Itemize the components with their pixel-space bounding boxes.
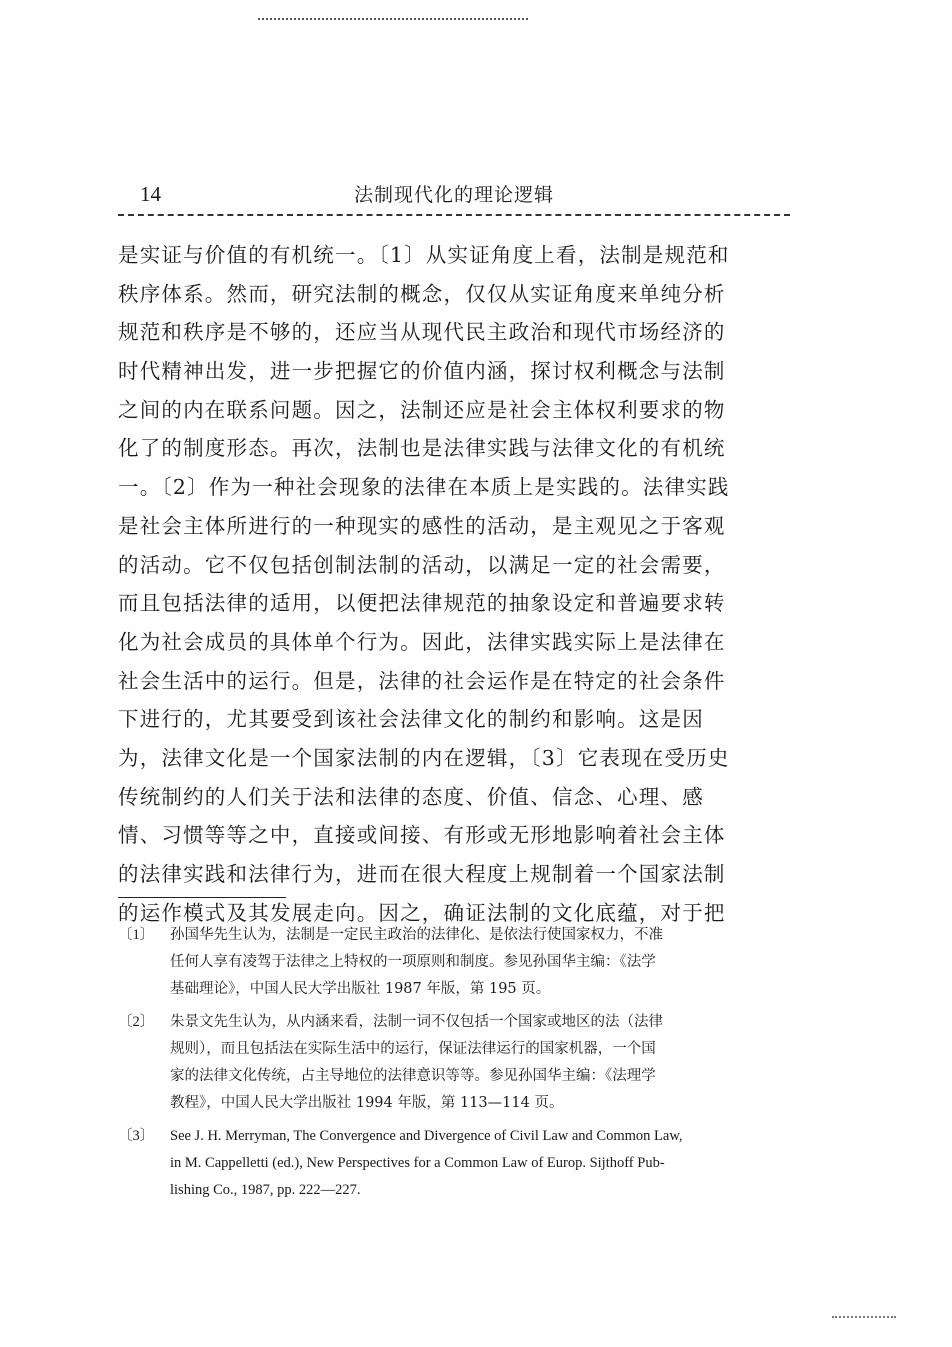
body-line: 的运作模式及其发展走向。因之，确证法制的文化底蕴，对于把 bbox=[118, 900, 726, 925]
page-header bbox=[118, 178, 790, 208]
header-rule bbox=[118, 214, 790, 216]
footnote-line: 任何人享有凌驾于法律之上特权的一项原则和制度。参见孙国华主编：《法学 bbox=[170, 954, 656, 970]
body-line: 化为社会成员的具体单个行为。因此，法律实践实际上是法律在 bbox=[118, 629, 726, 654]
footnote-mark: 〔3〕 bbox=[118, 1128, 155, 1144]
body-line: 是实证与价值的有机统一。〔1〕从实证角度上看，法制是规范和 bbox=[118, 243, 730, 267]
scan-artifact-top bbox=[258, 18, 528, 22]
footnote-line: lishing Co., 1987, pp. 222—227. bbox=[170, 1182, 361, 1198]
running-title: 法制现代化的理论逻辑 bbox=[353, 184, 554, 206]
footnote-line: 教程》，中国人民大学出版社 1994 年版，第 113—114 页。 bbox=[170, 1095, 564, 1111]
body-line: 为，法律文化是一个国家法制的内在逻辑，〔3〕它表现在受历史 bbox=[118, 745, 730, 770]
footnote-2 bbox=[118, 1009, 790, 1117]
footnote-line: 规则），而且包括法在实际生活中的运行，保证法律运行的国家机器，一个国 bbox=[170, 1041, 656, 1057]
footnote-line: 家的法律文化传统，占主导地位的法律意识等等。参见孙国华主编：《法理学 bbox=[170, 1068, 656, 1084]
body-text bbox=[118, 236, 790, 932]
body-line: 社会生活中的运行。但是，法律的社会运作是在特定的社会条件 bbox=[118, 668, 726, 693]
body-line: 秩序体系。然而，研究法制的概念，仅仅从实证角度来单纯分析 bbox=[118, 281, 726, 306]
footnote-line: in M. Cappelletti (ed.), New Perspectives for a Common Law of Europ. Sijthoff Pub- bbox=[170, 1155, 665, 1171]
body-line: 之间的内在联系问题。因之，法制还应是社会主体权利要求的物 bbox=[118, 397, 726, 422]
body-line: 规范和秩序是不够的，还应当从现代民主政治和现代市场经济的 bbox=[118, 320, 726, 345]
footnote-rule bbox=[118, 897, 286, 898]
body-line: 情、习惯等等之中，直接或间接、有形或无形地影响着社会主体 bbox=[118, 823, 726, 848]
footnote-mark: 〔1〕 bbox=[118, 927, 155, 943]
body-line: 的活动。它不仅包括创制法制的活动，以满足一定的社会需要， bbox=[118, 552, 726, 577]
footnote-line: 孙国华先生认为，法制是一定民主政治的法律化、是依法行使国家权力，不准 bbox=[170, 927, 663, 943]
body-line: 是社会主体所进行的一种现实的感性的活动，是主观见之于客观 bbox=[118, 513, 726, 538]
body-line: 下进行的，尤其要受到该社会法律文化的制约和影响。这是因 bbox=[118, 707, 704, 732]
footnotes bbox=[118, 922, 790, 1210]
body-line: 化了的制度形态。再次，法制也是法律实践与法律文化的有机统 bbox=[118, 436, 726, 461]
page-number: 14 bbox=[140, 182, 161, 206]
body-line: 传统制约的人们关于法和法律的态度、价值、信念、心理、感 bbox=[118, 784, 704, 809]
body-line: 的法律实践和法律行为，进而在很大程度上规制着一个国家法制 bbox=[118, 862, 726, 886]
body-line: 时代精神出发，进一步把握它的价值内涵，探讨权利概念与法制 bbox=[118, 359, 726, 384]
scan-artifact-corner bbox=[832, 1316, 896, 1318]
footnote-mark: 〔2〕 bbox=[118, 1014, 155, 1030]
footnote-line: See J. H. Merryman, The Convergence and Divergence of Civil Law and Common Law, bbox=[170, 1128, 683, 1144]
body-line: 一。〔2〕作为一种社会现象的法律在本质上是实践的。法律实践 bbox=[118, 475, 730, 500]
footnote-line: 朱景文先生认为，从内涵来看，法制一词不仅包括一个国家或地区的法（法律 bbox=[170, 1014, 663, 1030]
body-line: 而且包括法律的适用，以便把法律规范的抽象设定和普遍要求转 bbox=[118, 591, 726, 616]
footnote-line: 基础理论》，中国人民大学出版社 1987 年版，第 195 页。 bbox=[170, 981, 551, 997]
footnote-3 bbox=[118, 1123, 790, 1204]
footnote-1 bbox=[118, 922, 790, 1003]
